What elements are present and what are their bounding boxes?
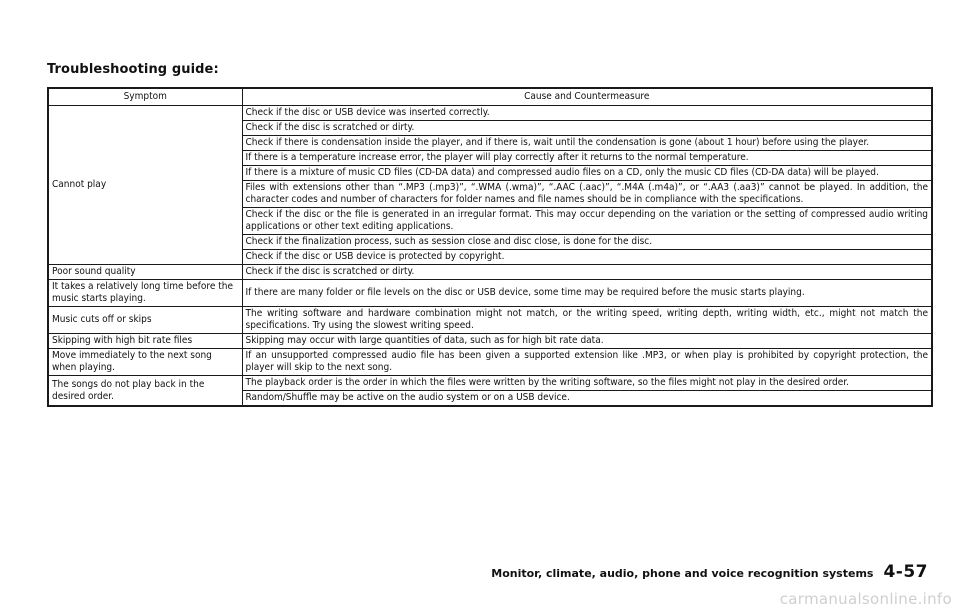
- cause-cell: Check if the disc is scratched or dirty.: [242, 121, 932, 136]
- table-row: [48, 307, 932, 334]
- table-row: [48, 106, 932, 121]
- table-row: [48, 280, 932, 307]
- watermark: carmanualsonline.info: [779, 590, 952, 608]
- cause-cell: Check if there is condensation inside the player, and if there is, wait until the condensation is gone (about 1 hour) before using the player.: [242, 136, 932, 151]
- symptom-cell: Music cuts off or skips: [48, 307, 242, 334]
- column-header-cause: Cause and Countermeasure: [242, 88, 932, 106]
- page-heading: Troubleshooting guide:: [47, 62, 219, 77]
- page-number: 4-57: [883, 562, 928, 582]
- cause-cell: Check if the disc or USB device was inserted correctly.: [242, 106, 932, 121]
- cause-cell: Check if the disc or the file is generated in an irregular format. This may occur depending on the variation or the setting of compressed audio writing applications or other text editing applications.: [242, 208, 932, 235]
- symptom-cell: It takes a relatively long time before the music starts playing.: [48, 280, 242, 307]
- cause-cell: If an unsupported compressed audio file has been given a supported extension like .MP3, or when play is prohibited by copyright protection, the player will skip to the next song.: [242, 349, 932, 376]
- table-row: [48, 349, 932, 376]
- symptom-cell: Poor sound quality: [48, 265, 242, 280]
- table-header-row: [48, 88, 932, 106]
- table-row: [48, 265, 932, 280]
- footer-section-title: Monitor, climate, audio, phone and voice recognition systems: [491, 567, 874, 580]
- column-header-symptom: Symptom: [48, 88, 242, 106]
- troubleshooting-table: [47, 87, 933, 407]
- table-row: [48, 376, 932, 391]
- symptom-cell: The songs do not play back in the desired order.: [48, 376, 242, 407]
- page-footer: [491, 562, 928, 582]
- cause-cell: Check if the disc or USB device is protected by copyright.: [242, 250, 932, 265]
- cause-cell: Skipping may occur with large quantities of data, such as for high bit rate data.: [242, 334, 932, 349]
- cause-cell: Check if the finalization process, such as session close and disc close, is done for the disc.: [242, 235, 932, 250]
- cause-cell: Random/Shuffle may be active on the audio system or on a USB device.: [242, 391, 932, 407]
- symptom-cell: Move immediately to the next song when playing.: [48, 349, 242, 376]
- cause-cell: If there are many folder or file levels on the disc or USB device, some time may be required before the music starts playing.: [242, 280, 932, 307]
- symptom-cell: Cannot play: [48, 106, 242, 265]
- cause-cell: If there is a mixture of music CD files (CD-DA data) and compressed audio files on a CD, only the music CD files (CD-DA data) will be played.: [242, 166, 932, 181]
- symptom-cell: Skipping with high bit rate files: [48, 334, 242, 349]
- cause-cell: Files with extensions other than “.MP3 (.mp3)”, “.WMA (.wma)”, “.AAC (.aac)”, “.M4A (.m4a)”, or “.AA3 (.aa3)” cannot be played. In addition, the character codes and number of characters for folder names and file names should be in compliance with the specifications.: [242, 181, 932, 208]
- cause-cell: If there is a temperature increase error, the player will play correctly after it returns to the normal temperature.: [242, 151, 932, 166]
- cause-cell: The writing software and hardware combination might not match, or the writing speed, writing depth, writing width, etc., might not match the specifications. Try using the slowest writing speed.: [242, 307, 932, 334]
- cause-cell: The playback order is the order in which the files were written by the writing software, so the files might not play in the desired order.: [242, 376, 932, 391]
- table-row: [48, 334, 932, 349]
- cause-cell: Check if the disc is scratched or dirty.: [242, 265, 932, 280]
